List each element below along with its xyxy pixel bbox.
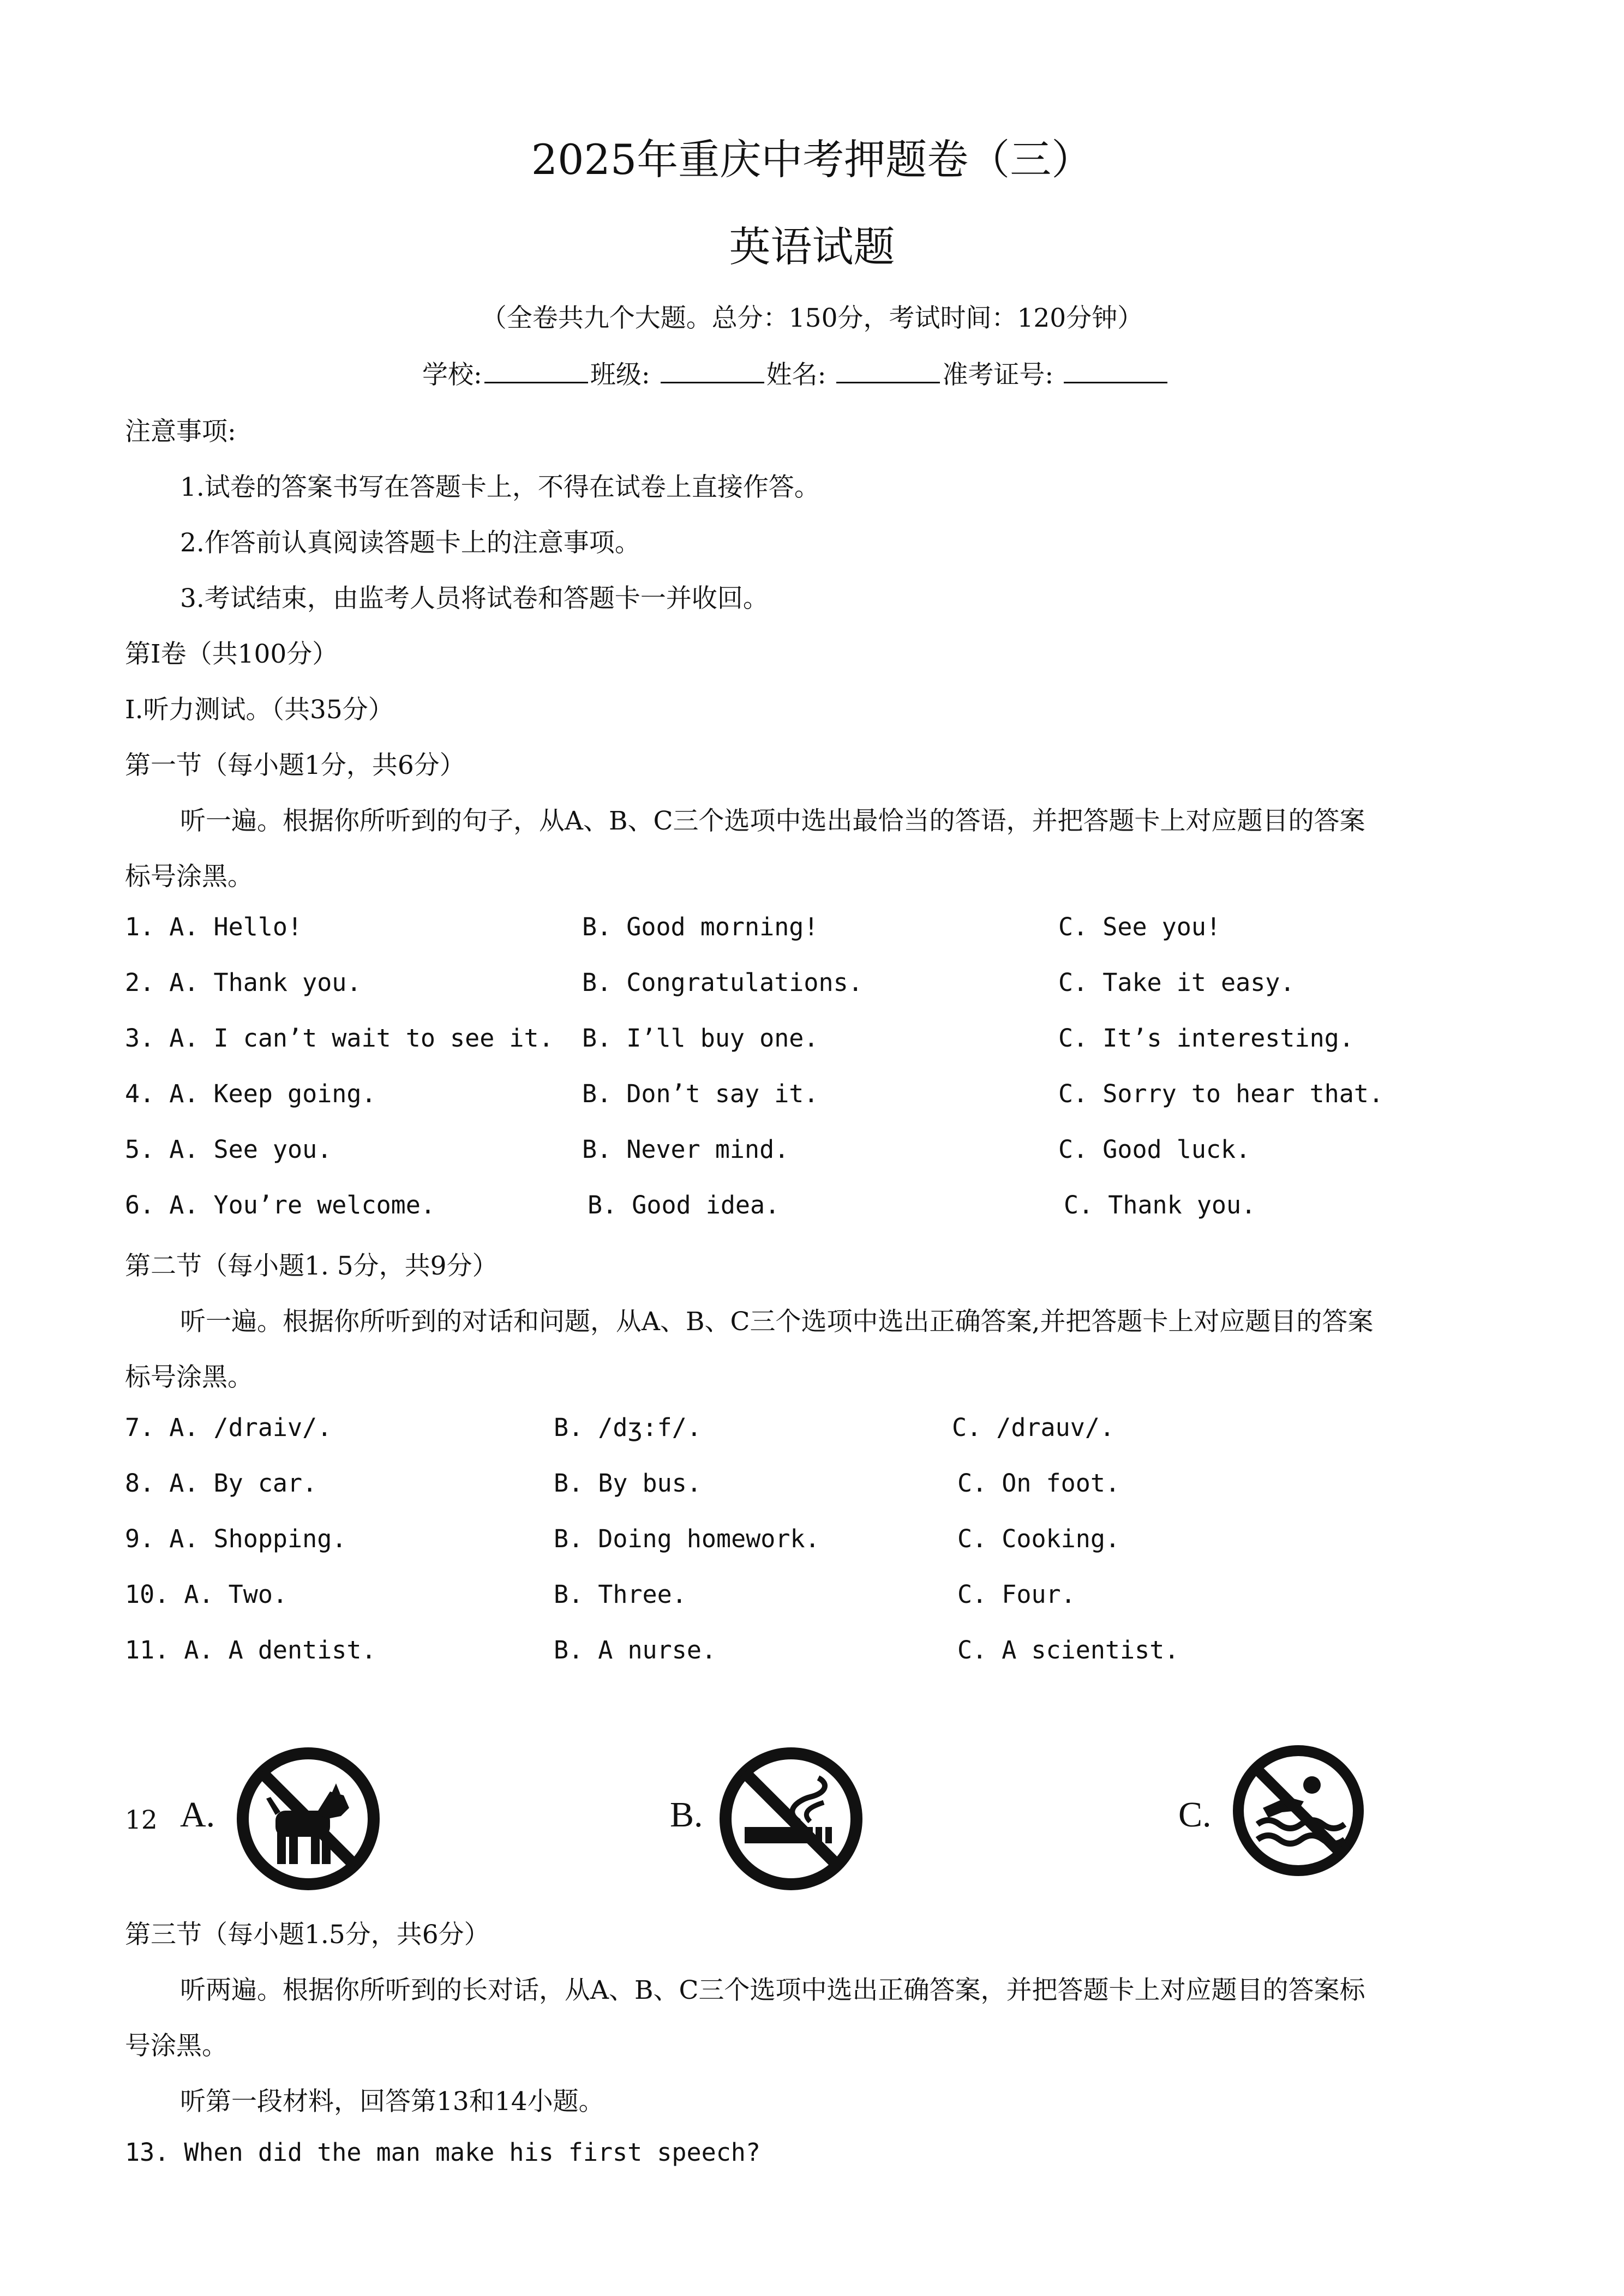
section-instructions-cont: 号涂黑。 [125, 2031, 227, 2061]
no-dogs-icon [235, 1745, 382, 1892]
question-9-option-a: 9. A. Shopping. [125, 1524, 347, 1553]
exam-number-label: 准考证号: [942, 360, 1054, 390]
question-5-option-c: C. Good luck. [1058, 1135, 1251, 1164]
question-9-option-c: C. Cooking. [957, 1524, 1120, 1553]
page-title: 2025年重庆中考押题卷（三） [531, 135, 1093, 184]
question-4-option-a: 4. A. Keep going. [125, 1079, 376, 1108]
section-heading: 第二节（每小题1. 5分，共9分） [125, 1251, 498, 1281]
part-heading: 第I卷（共100分） [125, 639, 338, 669]
question-12-label-b: B. [670, 1795, 703, 1835]
question-8-option-a: 8. A. By car. [125, 1469, 317, 1498]
question-5-option-b: B. Never mind. [582, 1135, 789, 1164]
question-1-option-b: B. Good morning! [582, 912, 819, 941]
question-6-option-b: B. Good idea. [588, 1191, 780, 1219]
section-heading: 第一节（每小题1分，共6分） [125, 750, 465, 780]
section-instructions-cont: 标号涂黑。 [125, 862, 253, 892]
question-3-option-c: C. It’s interesting. [1058, 1024, 1354, 1053]
question-6-option-a: 6. A. You’re welcome. [125, 1191, 435, 1219]
section-instructions: 听两遍。根据你所听到的长对话，从A、B、C三个选项中选出正确答案，并把答题卡上对应题目的答案标 [180, 1975, 1365, 2005]
question-7-option-c: C. /drauv/. [952, 1413, 1115, 1442]
section-instructions: 听一遍。根据你所听到的句子，从A、B、C三个选项中选出最恰当的答语，并把答题卡上对应题目的答案 [180, 806, 1365, 836]
exam-number-blank[interactable] [1064, 358, 1167, 383]
question-4-option-b: B. Don’t say it. [582, 1079, 819, 1108]
question-12-label-a: A. [180, 1795, 215, 1835]
question-1-option-a: 1. A. Hello! [125, 912, 303, 941]
exam-info: （全卷共九个大题。总分：150分，考试时间：120分钟） [481, 303, 1143, 333]
question-10-option-c: C. Four. [957, 1580, 1076, 1609]
question-13: 13. When did the man make his first speech? [125, 2138, 760, 2167]
question-9-option-b: B. Doing homework. [554, 1524, 820, 1553]
section-instructions: 听一遍。根据你所听到的对话和问题，从A、B、C三个选项中选出正确答案,并把答题卡上对应题目的答案 [180, 1307, 1374, 1337]
question-2-option-b: B. Congratulations. [582, 968, 863, 997]
section-instructions-cont: 标号涂黑。 [125, 1362, 253, 1392]
material-note: 听第一段材料，回答第13和14小题。 [180, 2087, 604, 2117]
question-11-option-a: 11. A. A dentist. [125, 1636, 376, 1664]
question-11-option-b: B. A nurse. [554, 1636, 717, 1664]
notice-item: 3.考试结束，由监考人员将试卷和答题卡一并收回。 [180, 584, 769, 614]
name-blank[interactable] [836, 358, 940, 383]
question-4-option-c: C. Sorry to hear that. [1058, 1079, 1384, 1108]
question-7-option-b: B. /dʒ:f/. [554, 1413, 702, 1442]
notice-item: 1.试卷的答案书写在答题卡上，不得在试卷上直接作答。 [180, 472, 820, 502]
question-3-option-a: 3. A. I can’t wait to see it. [125, 1024, 554, 1053]
question-2-option-a: 2. A. Thank you. [125, 968, 362, 997]
no-smoking-icon [717, 1745, 865, 1892]
school-label: 学校: [422, 360, 482, 390]
question-10-option-b: B. Three. [554, 1580, 687, 1609]
student-fields [422, 354, 1170, 391]
question-2-option-c: C. Take it easy. [1058, 968, 1295, 997]
question-10-option-a: 10. A. Two. [125, 1580, 288, 1609]
question-5-option-a: 5. A. See you. [125, 1135, 332, 1164]
section-heading: 第三节（每小题1.5分，共6分） [125, 1920, 490, 1950]
question-3-option-b: B. I’ll buy one. [582, 1024, 819, 1053]
notice-heading: 注意事项: [125, 417, 236, 447]
question-6-option-c: C. Thank you. [1064, 1191, 1256, 1219]
class-blank[interactable] [661, 358, 764, 383]
name-label: 姓名: [766, 360, 826, 390]
question-7-option-a: 7. A. /draiv/. [125, 1413, 332, 1442]
no-swimming-icon [1230, 1742, 1367, 1879]
question-11-option-c: C. A scientist. [957, 1636, 1179, 1664]
question-12-number: 12 [125, 1805, 158, 1835]
class-label: 班级: [590, 360, 650, 390]
question-8-option-b: B. By bus. [554, 1469, 702, 1498]
question-12-label-c: C. [1178, 1795, 1212, 1835]
question-8-option-c: C. On foot. [957, 1469, 1120, 1498]
notice-item: 2.作答前认真阅读答题卡上的注意事项。 [180, 528, 640, 558]
listening-heading: I.听力测试。（共35分） [125, 695, 394, 725]
question-1-option-c: C. See you! [1058, 912, 1221, 941]
page-subtitle: 英语试题 [729, 223, 895, 271]
school-blank[interactable] [484, 358, 588, 383]
